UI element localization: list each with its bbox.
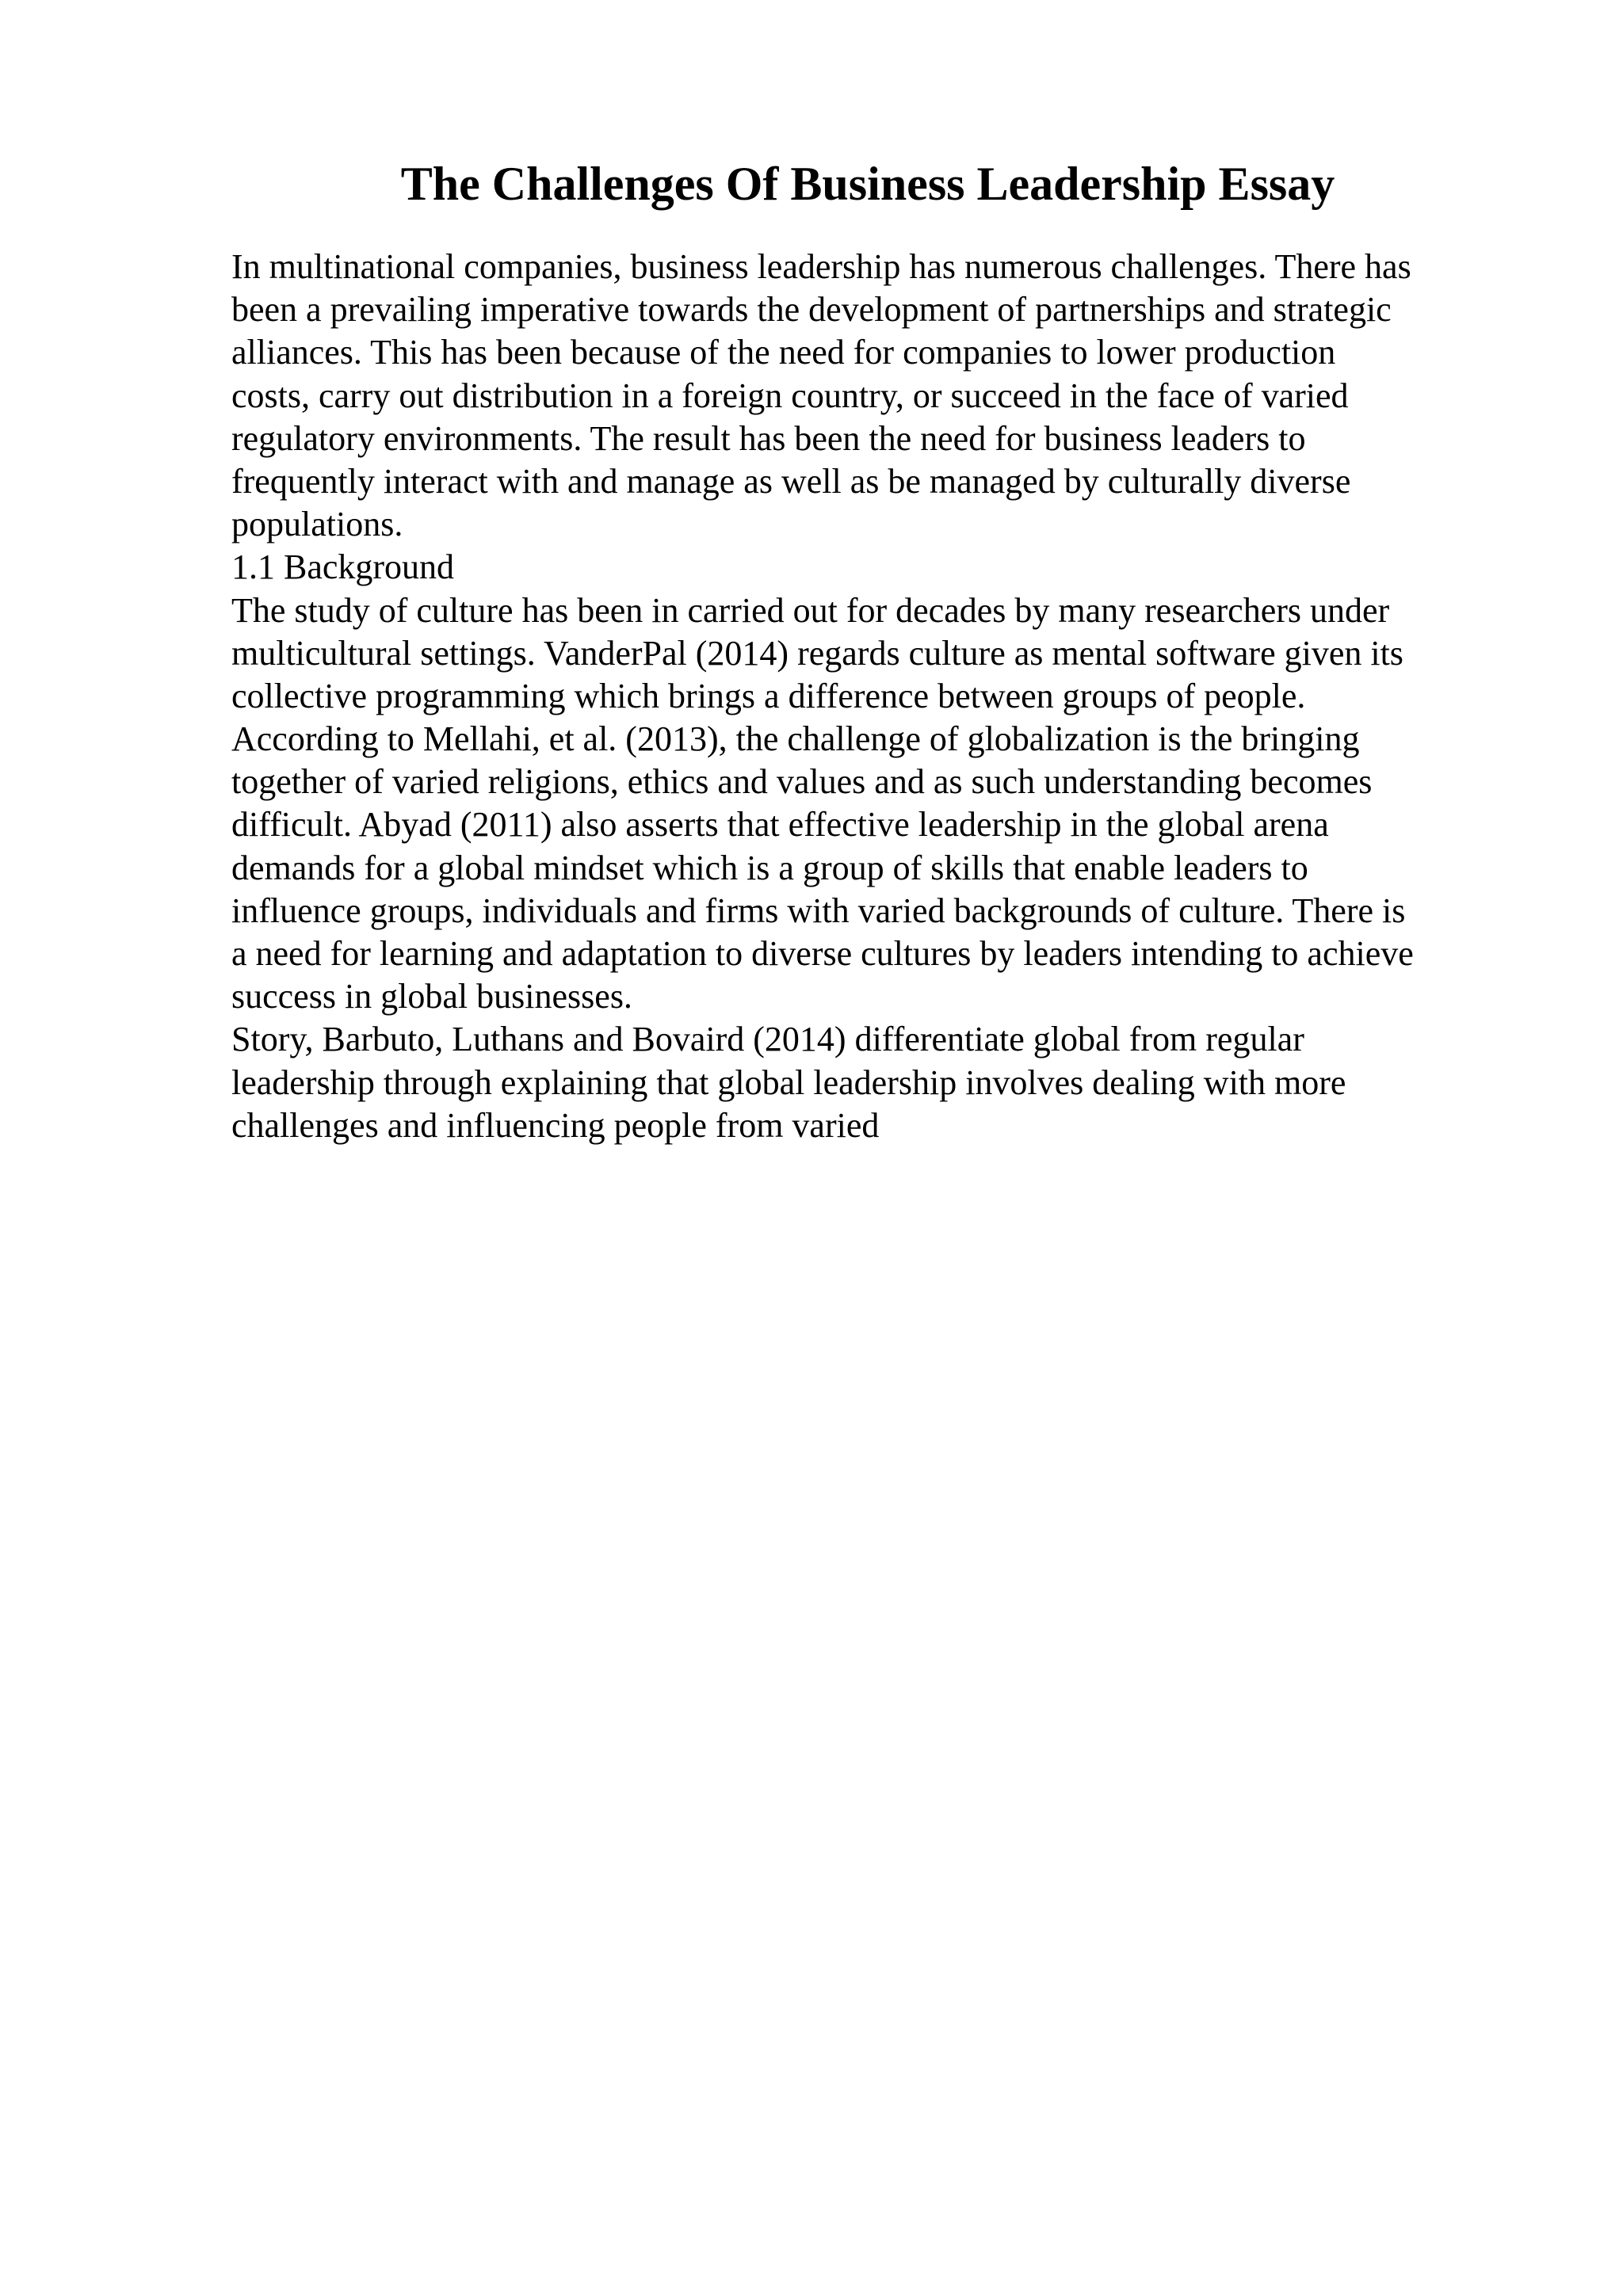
body-line: difficult. Abyad (2011) also asserts that effective leadership in the global arena	[231, 805, 1329, 845]
body-line: multicultural settings. VanderPal (2014) regards culture as mental software given its	[231, 633, 1403, 673]
body-line: success in global businesses.	[231, 977, 632, 1016]
body-line: populations.	[231, 505, 403, 544]
page-title: The Challenges Of Business Leadership Essay	[400, 158, 1335, 210]
section-heading: 1.1 Background	[231, 547, 455, 587]
essay-body	[231, 246, 1594, 1147]
body-line: In multinational companies, business leadership has numerous challenges. There has	[231, 247, 1411, 286]
body-line: leadership through explaining that global leadership involves dealing with more	[231, 1062, 1346, 1102]
body-line: The study of culture has been in carried out for decades by many researchers under	[231, 590, 1390, 630]
body-line: alliances. This has been because of the need for companies to lower production	[231, 333, 1336, 372]
body-line: demands for a global mindset which is a group of skills that enable leaders to	[231, 848, 1308, 887]
body-line: influence groups, individuals and firms with varied backgrounds of culture. There is	[231, 891, 1406, 930]
body-line: According to Mellahi, et al. (2013), the challenge of globalization is the bringing	[231, 719, 1360, 759]
body-line: collective programming which brings a difference between groups of people.	[231, 676, 1306, 715]
body-line: a need for learning and adaptation to diverse cultures by leaders intending to achieve	[231, 934, 1414, 973]
body-line: challenges and influencing people from varied	[231, 1105, 880, 1145]
body-line: together of varied religions, ethics and values and as such understanding becomes	[231, 762, 1373, 802]
body-line: Story, Barbuto, Luthans and Bovaird (2014) differentiate global from regular	[231, 1020, 1304, 1059]
body-line: been a prevailing imperative towards the development of partnerships and strategic	[231, 290, 1392, 330]
body-line: regulatory environments. The result has been the need for business leaders to	[231, 418, 1306, 458]
body-line: costs, carry out distribution in a foreign country, or succeed in the face of varied	[231, 376, 1349, 415]
body-line: frequently interact with and manage as well as be managed by culturally diverse	[231, 461, 1351, 501]
